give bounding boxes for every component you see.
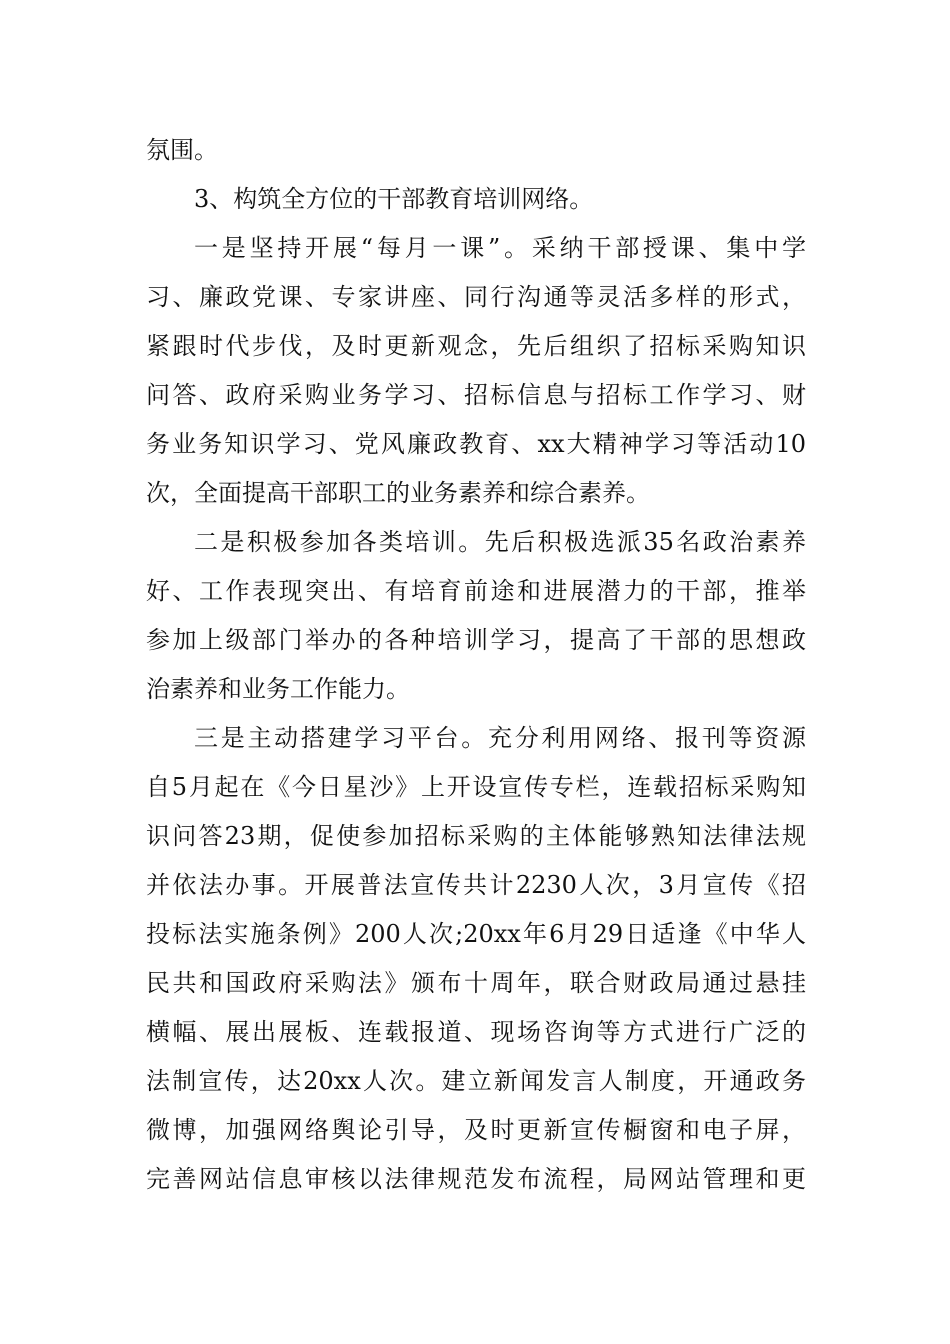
text-line: 横幅、展出展板、连载报道、现场咨询等方式进行广泛的 [146,1018,806,1046]
text-line: 自5月起在《今日星沙》上开设宣传专栏，连载招标采购知 [146,773,806,801]
text-line: 问答、政府采购业务学习、招标信息与招标工作学习、财 [146,381,806,409]
text-line: 一是坚持开展“每月一课”。采纳干部授课、集中学 [194,234,806,262]
body-text [146,126,806,1204]
text-line: 紧跟时代步伐，及时更新观念，先后组织了招标采购知识 [146,332,806,360]
text-line: 习、廉政党课、专家讲座、同行沟通等灵活多样的形式， [146,283,806,311]
text-line: 二是积极参加各类培训。先后积极选派35名政治素养 [194,528,806,556]
text-line: 完善网站信息审核以法律规范发布流程，局网站管理和更 [146,1165,806,1193]
text-line: 参加上级部门举办的各种培训学习，提高了干部的思想政 [146,626,806,654]
text-line: 三是主动搭建学习平台。充分利用网络、报刊等资源 [194,724,806,752]
text-line: 3、构筑全方位的干部教育培训网络。 [194,185,594,213]
text-line: 微博，加强网络舆论引导，及时更新宣传橱窗和电子屏， [146,1116,806,1144]
text-line: 法制宣传，达20xx人次。建立新闻发言人制度，开通政务 [146,1067,806,1095]
text-line: 次，全面提高干部职工的业务素养和综合素养。 [146,479,650,507]
text-line: 好、工作表现突出、有培育前途和进展潜力的干部，推举 [146,577,806,605]
text-line: 氛围。 [146,136,218,164]
text-line: 投标法实施条例》200人次;20xx年6月29日适逢《中华人 [146,920,806,948]
text-line: 务业务知识学习、党风廉政教育、xx大精神学习等活动10 [146,430,806,458]
text-line: 识问答23期，促使参加招标采购的主体能够熟知法律法规 [146,822,806,850]
text-line: 治素养和业务工作能力。 [146,675,410,703]
text-line: 民共和国政府采购法》颁布十周年，联合财政局通过悬挂 [146,969,806,997]
text-line: 并依法办事。开展普法宣传共计2230人次，3月宣传《招 [146,871,806,899]
